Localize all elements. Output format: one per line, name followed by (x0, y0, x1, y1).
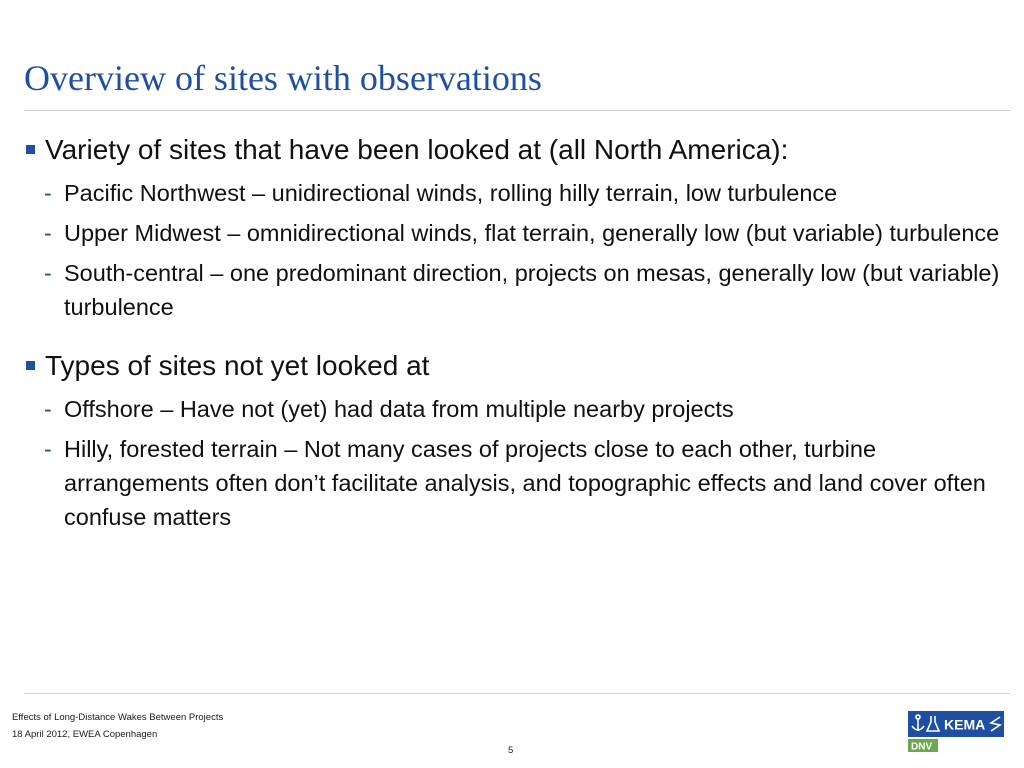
dash-bullet-icon: - (44, 436, 52, 462)
bullet-level2 (44, 432, 1016, 534)
bullet-text: Upper Midwest – omnidirectional winds, flat terrain, generally low (but variable) turbulence (64, 220, 1000, 246)
title-divider (24, 110, 1010, 111)
bullet-level1 (26, 348, 1016, 384)
dash-bullet-icon: - (44, 260, 52, 286)
bullet-level2 (44, 216, 1016, 250)
dash-bullet-icon: - (44, 180, 52, 206)
logo-dnv-text: DNV (911, 741, 933, 752)
bullet-level2 (44, 176, 1016, 210)
dash-bullet-icon: - (44, 396, 52, 422)
kema-dnv-logo (908, 711, 1004, 752)
bullet-group-sites-looked-at (26, 132, 1016, 324)
footer-presentation-title: Effects of Long-Distance Wakes Between Projects (12, 712, 224, 723)
logo-kema-text: KEMA (944, 716, 986, 733)
slide-body (26, 132, 1016, 540)
slide-title: Overview of sites with observations (24, 58, 542, 98)
square-bullet-icon (26, 145, 35, 154)
footer-date-event: 18 April 2012, EWEA Copenhagen (12, 729, 158, 740)
bullet-text: Hilly, forested terrain – Not many cases of projects close to each other, turbine arrangements often don’t facilitate analysis, and topographic effects and land cover often confuse matters (64, 436, 986, 530)
bullet-level1 (26, 132, 1016, 168)
dash-bullet-icon: - (44, 220, 52, 246)
footer-divider (24, 693, 1010, 694)
square-bullet-icon (26, 361, 35, 370)
bullet-level2 (44, 392, 1016, 426)
bullet-text: Variety of sites that have been looked at (all North America): (45, 134, 789, 165)
bullet-group-sites-not-looked-at (26, 348, 1016, 534)
bullet-text: Pacific Northwest – unidirectional winds, rolling hilly terrain, low turbulence (64, 180, 838, 206)
bullet-text: South-central – one predominant direction, projects on mesas, generally low (but variable) turbulence (64, 260, 1000, 320)
page-number: 5 (508, 745, 514, 756)
bullet-level2 (44, 256, 1016, 324)
bullet-text: Offshore – Have not (yet) had data from multiple nearby projects (64, 396, 734, 422)
bullet-text: Types of sites not yet looked at (45, 350, 430, 381)
